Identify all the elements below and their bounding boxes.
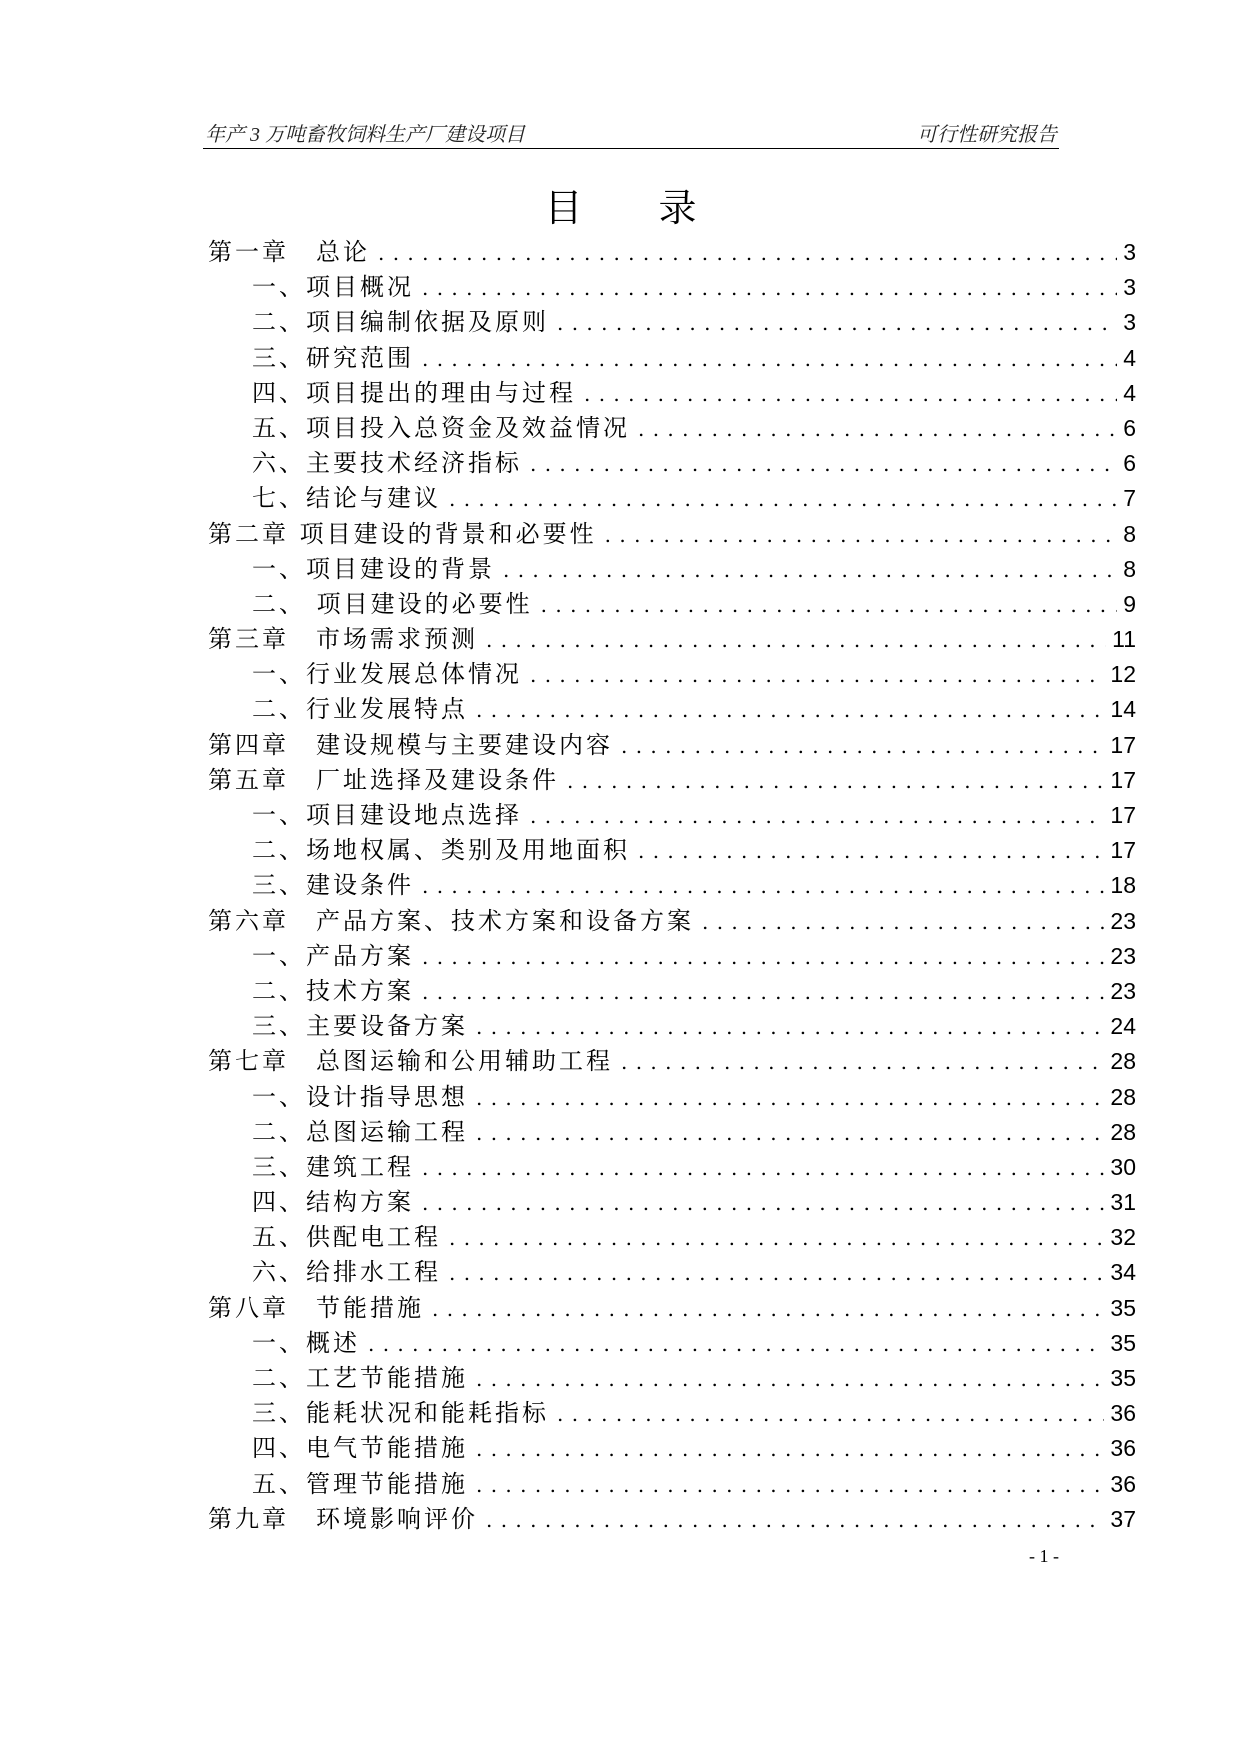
toc-section-entry[interactable] [208,1396,1136,1431]
toc-chapter-entry[interactable] [208,763,1136,798]
toc-dot-leader [422,869,1104,904]
toc-entry-label: 五、管理节能措施 [252,1467,476,1502]
toc-chapter-entry[interactable] [208,1291,1136,1326]
toc-entry-label: 第二章 项目建设的背景和必要性 [208,517,605,552]
toc-section-entry[interactable] [208,411,1136,446]
toc-entry-page: 17 [1110,731,1136,758]
toc-entry-page: 34 [1110,1259,1136,1286]
toc-section-entry[interactable] [208,798,1136,833]
page-header [203,108,1059,149]
toc-entry-label: 三、研究范围 [252,341,422,376]
toc-entry-label: 一、设计指导思想 [252,1080,476,1115]
toc-entry-page: 17 [1110,837,1136,864]
toc-chapter-entry[interactable] [208,235,1136,270]
toc-dot-leader [621,1045,1104,1080]
table-of-contents [208,235,1136,1537]
toc-dot-leader [541,588,1118,623]
toc-dot-leader [422,975,1104,1010]
toc-dot-leader [557,306,1117,341]
toc-chapter-entry[interactable] [208,904,1136,939]
toc-dot-leader [422,940,1104,975]
toc-dot-leader [476,1081,1104,1116]
toc-entry-page: 4 [1123,344,1136,371]
toc-entry-label: 一、产品方案 [252,939,422,974]
toc-section-entry[interactable] [208,341,1136,376]
toc-entry-label: 四、电气节能措施 [252,1431,476,1466]
toc-entry-label: 二、行业发展特点 [252,692,476,727]
toc-section-entry[interactable] [208,446,1136,481]
toc-entry-page: 36 [1110,1400,1136,1427]
toc-section-entry[interactable] [208,587,1136,622]
toc-chapter-entry[interactable] [208,728,1136,763]
page-number: - 1 - [1029,1546,1059,1566]
toc-entry-page: 35 [1110,1294,1136,1321]
toc-entry-page: 24 [1110,1013,1136,1040]
toc-entry-page: 35 [1110,1329,1136,1356]
toc-entry-page: 28 [1110,1118,1136,1145]
toc-entry-label: 三、建设条件 [252,868,422,903]
toc-section-entry[interactable] [208,1431,1136,1466]
toc-entry-page: 6 [1123,450,1136,477]
toc-section-entry[interactable] [208,1080,1136,1115]
toc-entry-label: 七、结论与建议 [252,481,449,516]
toc-entry-page: 4 [1123,379,1136,406]
toc-dot-leader [621,729,1104,764]
toc-dot-leader [476,1432,1104,1467]
toc-section-entry[interactable] [208,1220,1136,1255]
toc-chapter-entry[interactable] [208,622,1136,657]
toc-entry-label: 二、项目编制依据及原则 [252,305,557,340]
toc-section-entry[interactable] [208,1150,1136,1185]
toc-section-entry[interactable] [208,1009,1136,1044]
toc-dot-leader [638,834,1104,869]
toc-entry-page: 3 [1123,274,1136,301]
toc-dot-leader [476,1468,1104,1503]
toc-dot-leader [530,658,1104,693]
toc-entry-page: 36 [1110,1470,1136,1497]
toc-dot-leader [378,236,1117,271]
toc-section-entry[interactable] [208,868,1136,903]
toc-dot-leader [422,1151,1104,1186]
toc-entry-label: 一、行业发展总体情况 [252,657,530,692]
toc-dot-leader [422,1186,1104,1221]
toc-entry-label: 第一章 总论 [208,235,378,270]
toc-title: 目 录 [544,186,729,230]
toc-entry-label: 三、能耗状况和能耗指标 [252,1396,557,1431]
toc-entry-page: 17 [1110,766,1136,793]
toc-entry-label: 第六章 产品方案、技术方案和设备方案 [208,904,702,939]
toc-entry-label: 四、项目提出的理由与过程 [252,376,584,411]
toc-entry-label: 三、主要设备方案 [252,1009,476,1044]
toc-dot-leader [702,905,1104,940]
toc-entry-label: 一、项目建设的背景 [252,552,503,587]
toc-section-entry[interactable] [208,1361,1136,1396]
toc-dot-leader [567,764,1104,799]
toc-dot-leader [432,1292,1104,1327]
toc-section-entry[interactable] [208,1255,1136,1290]
toc-dot-leader [486,623,1106,658]
toc-dot-leader [449,482,1117,517]
header-project-title: 年产 3 万吨畜牧饲料生产厂建设项目 [205,124,525,146]
toc-dot-leader [557,1397,1104,1432]
toc-dot-leader [584,377,1117,412]
toc-entry-page: 23 [1110,977,1136,1004]
toc-entry-page: 7 [1123,485,1136,512]
toc-entry-label: 第五章 厂址选择及建设条件 [208,763,567,798]
toc-entry-label: 二、场地权属、类别及用地面积 [252,833,638,868]
toc-section-entry[interactable] [208,1467,1136,1502]
toc-entry-page: 14 [1110,696,1136,723]
toc-section-entry[interactable] [208,939,1136,974]
toc-section-entry[interactable] [208,974,1136,1009]
toc-dot-leader [368,1327,1104,1362]
toc-entry-page: 18 [1110,872,1136,899]
toc-entry-page: 3 [1123,239,1136,265]
toc-entry-label: 五、项目投入总资金及效益情况 [252,411,638,446]
toc-entry-page: 12 [1110,661,1136,688]
toc-entry-page: 31 [1110,1189,1136,1216]
toc-chapter-entry[interactable] [208,1044,1136,1079]
toc-entry-page: 8 [1123,520,1136,547]
toc-dot-leader [638,412,1117,447]
toc-section-entry[interactable] [208,1185,1136,1220]
toc-dot-leader [530,799,1104,834]
toc-entry-page: 8 [1123,555,1136,582]
toc-entry-label: 第七章 总图运输和公用辅助工程 [208,1044,621,1079]
toc-section-entry[interactable] [208,376,1136,411]
toc-entry-label: 四、结构方案 [252,1185,422,1220]
toc-entry-page: 6 [1123,414,1136,441]
toc-section-entry[interactable] [208,657,1136,692]
toc-dot-leader [476,1116,1104,1151]
toc-dot-leader [449,1221,1104,1256]
toc-dot-leader [449,1256,1104,1291]
toc-entry-page: 35 [1110,1365,1136,1391]
toc-entry-label: 第九章 环境影响评价 [208,1502,486,1537]
toc-entry-page: 28 [1110,1048,1136,1075]
toc-entry-label: 五、供配电工程 [252,1220,449,1255]
toc-entry-page: 32 [1110,1224,1136,1251]
toc-dot-leader [605,518,1118,553]
toc-section-entry[interactable] [208,833,1136,868]
toc-section-entry[interactable] [208,1326,1136,1361]
toc-section-entry[interactable] [208,481,1136,516]
toc-entry-label: 二、 项目建设的必要性 [252,587,541,622]
toc-entry-label: 第三章 市场需求预测 [208,622,486,657]
toc-dot-leader [476,693,1104,728]
toc-entry-label: 二、技术方案 [252,974,422,1009]
toc-entry-page: 28 [1110,1083,1136,1110]
toc-dot-leader [422,271,1117,306]
toc-entry-label: 二、工艺节能措施 [252,1361,476,1396]
toc-entry-page: 30 [1110,1153,1136,1180]
toc-chapter-entry[interactable] [208,1502,1136,1537]
toc-entry-label: 六、给排水工程 [252,1255,449,1290]
toc-entry-page: 36 [1110,1435,1136,1462]
toc-section-entry[interactable] [208,1115,1136,1150]
toc-entry-label: 第八章 节能措施 [208,1291,432,1326]
toc-dot-leader [476,1362,1104,1397]
toc-entry-label: 一、项目建设地点选择 [252,798,530,833]
header-report-type: 可行性研究报告 [917,124,1057,146]
toc-section-entry[interactable] [208,692,1136,727]
toc-entry-page: 37 [1110,1505,1136,1532]
toc-dot-leader [530,447,1117,482]
toc-entry-page: 9 [1123,590,1136,617]
toc-dot-leader [503,553,1117,588]
toc-section-entry[interactable] [208,305,1136,340]
toc-chapter-entry[interactable] [208,517,1136,552]
toc-section-entry[interactable] [208,552,1136,587]
toc-section-entry[interactable] [208,270,1136,305]
toc-entry-page: 11 [1112,626,1136,653]
toc-entry-page: 23 [1110,907,1136,934]
toc-dot-leader [422,342,1117,377]
toc-entry-label: 六、主要技术经济指标 [252,446,530,481]
toc-entry-page: 23 [1110,942,1136,969]
toc-entry-label: 三、建筑工程 [252,1150,422,1185]
toc-dot-leader [476,1010,1104,1045]
toc-entry-label: 二、总图运输工程 [252,1115,476,1150]
toc-entry-label: 一、项目概况 [252,270,422,305]
toc-entry-page: 3 [1123,309,1136,336]
toc-dot-leader [486,1503,1104,1538]
toc-entry-label: 一、概述 [252,1326,368,1361]
toc-entry-label: 第四章 建设规模与主要建设内容 [208,728,621,763]
toc-entry-page: 17 [1110,802,1136,828]
